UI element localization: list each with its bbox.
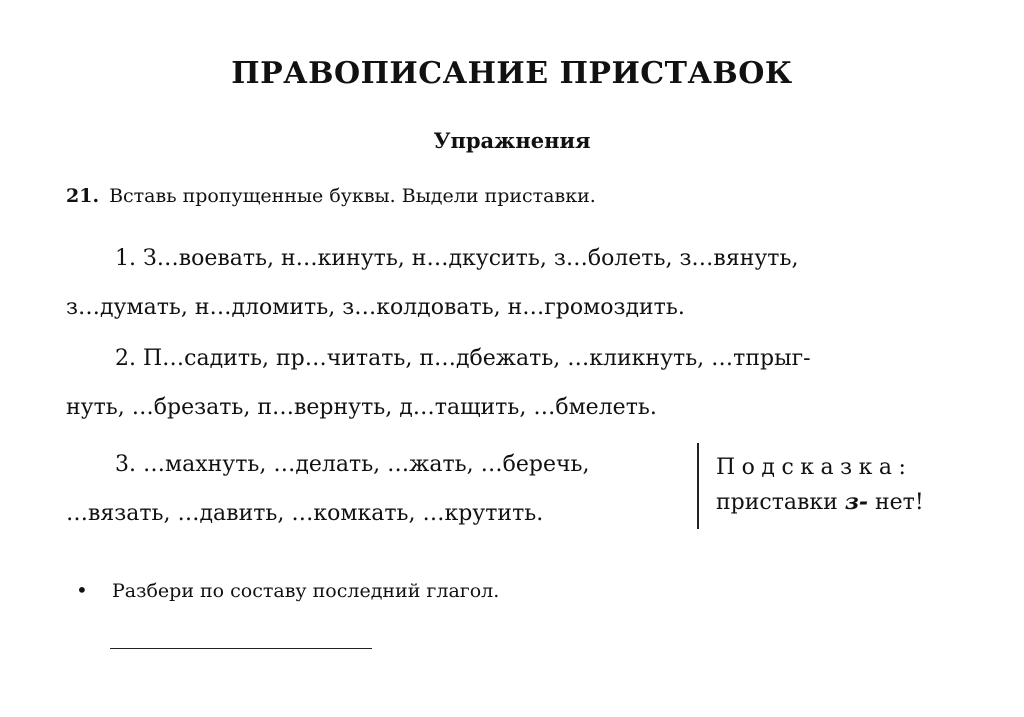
section-subtitle: Упражнения — [433, 128, 591, 153]
paragraph-line: 2. П…садить, пр…читать, п…дбежать, …кликнуть, …тпрыг- — [115, 346, 811, 371]
exercise-paragraph-1 — [66, 234, 798, 332]
paragraph-line: 3. …махнуть, …делать, …жать, …беречь, — [115, 452, 590, 477]
task-instruction — [66, 185, 596, 207]
bullet-icon: • — [76, 578, 88, 602]
bullet-item — [76, 578, 499, 602]
paragraph-line: …вязать, …давить, …комкать, …крутить. — [66, 501, 544, 526]
hint-text-after: нет! — [867, 490, 924, 515]
exercise-paragraph-2 — [66, 334, 811, 432]
hint-text — [716, 485, 924, 520]
paragraph-line: 1. З…воевать, н…кинуть, н…дкусить, з…болеть, з…вянуть, — [115, 246, 799, 271]
hint-box — [716, 451, 924, 520]
paragraph-line: нуть, …брезать, п…вернуть, д…тащить, …бмелеть. — [66, 395, 657, 420]
hint-heading: Подсказка: — [716, 455, 913, 480]
hint-prefix: з- — [844, 489, 868, 515]
paragraph-line: з…думать, н…дломить, з…колдовать, н…громоздить. — [66, 295, 685, 320]
hint-divider — [697, 443, 699, 529]
page-title: ПРАВОПИСАНИЕ ПРИСТАВОК — [231, 56, 793, 91]
answer-line[interactable] — [110, 648, 372, 649]
task-number: 21. — [66, 185, 100, 207]
exercise-paragraph-3 — [66, 440, 590, 538]
bullet-text: Разбери по составу последний глагол. — [112, 580, 500, 602]
hint-text-before: приставки — [716, 490, 845, 515]
task-text: Вставь пропущенные буквы. Выдели приставки. — [109, 185, 596, 207]
